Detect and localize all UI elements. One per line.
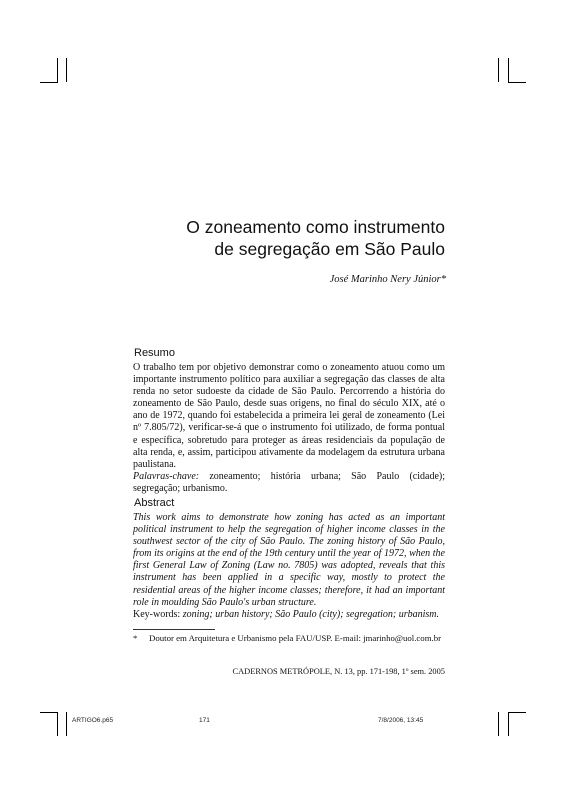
crop-mark bbox=[508, 712, 526, 713]
footnote-symbol: * bbox=[133, 633, 138, 643]
crop-mark bbox=[498, 712, 499, 736]
abstract-text: This work aims to demonstrate how zoning has acted as an important political instrument to help the segregation of higher income classes in the southwest sector of the city of São Paulo. The zoning history of São Paulo, from its origins at the end of the 19th century until the year of 1972, when the first General Law of Zoning (Law no. 7805) was adopted, reveals that this instrument has been applied in a specific way, mostly to protect the residential areas of the higher income classes; therefore, it had an important role in moulding São Paulo's urban structure. bbox=[133, 512, 445, 608]
abstract-keywords-list: zoning; urban history; São Paulo (city); segregation; urbanism. bbox=[182, 608, 439, 620]
crop-mark bbox=[66, 58, 67, 82]
article-title bbox=[125, 216, 445, 260]
resumo-heading: Resumo bbox=[134, 347, 175, 359]
abstract-keywords-label: Key-words: bbox=[133, 608, 181, 620]
abstract-keywords bbox=[133, 609, 445, 621]
resumo-keywords-list: zoneamento; história urbana; São Paulo (cidade); segregação; urbanismo. bbox=[133, 470, 446, 494]
journal-reference: CADERNOS METRÓPOLE, N. 13, pp. 171-198, 1º sem. 2005 bbox=[232, 667, 445, 676]
crop-mark bbox=[57, 712, 58, 736]
footnote-text: Doutor em Arquitetura e Urbanismo pela FAU/USP. E-mail: jmarinho@uol.com.br bbox=[149, 633, 442, 643]
abstract-heading: Abstract bbox=[134, 497, 175, 509]
author-name: José Marinho Nery Júnior* bbox=[329, 274, 446, 285]
slug-page: 171 bbox=[199, 717, 210, 724]
slug-filename: ARTIGO6.p65 bbox=[72, 717, 114, 724]
crop-mark bbox=[40, 712, 58, 713]
footnote bbox=[133, 633, 453, 643]
slug-datetime: 7/8/2006, 13:45 bbox=[378, 717, 424, 724]
crop-mark bbox=[508, 712, 509, 736]
abstract-section bbox=[133, 512, 445, 621]
title-line-1: O zoneamento como instrumento bbox=[186, 217, 445, 237]
crop-mark bbox=[498, 58, 499, 82]
crop-mark bbox=[57, 58, 58, 82]
crop-mark bbox=[508, 82, 526, 83]
crop-mark bbox=[508, 58, 509, 82]
title-line-2: de segregação em São Paulo bbox=[214, 239, 445, 259]
resumo-text: O trabalho tem por objetivo demonstrar como o zoneamento atuou como um importante instrumento político para auxiliar a segregação das classes de alta renda no setor sudoeste da cidade de São Paulo. Percorrendo a história do zoneamento de São Paulo, desde suas origens, no final do século XIX, até o ano de 1972, quando foi estabelecida a primeira lei geral de zoneamento (Lei nº 7.805/72), verificar-se-á que o instrumento foi utilizado, de forma pontual e específica, sobretudo para proteger as áreas residenciais da população de alta renda, e, assim, participou ativamente da modelagem da estrutura urbana paulistana. bbox=[133, 362, 445, 470]
resumo-keywords bbox=[133, 471, 445, 495]
resumo-section bbox=[133, 362, 445, 495]
crop-mark bbox=[66, 712, 67, 736]
footnote-divider bbox=[133, 629, 215, 630]
crop-mark bbox=[40, 82, 58, 83]
resumo-keywords-label: Palavras-chave: bbox=[133, 470, 200, 482]
